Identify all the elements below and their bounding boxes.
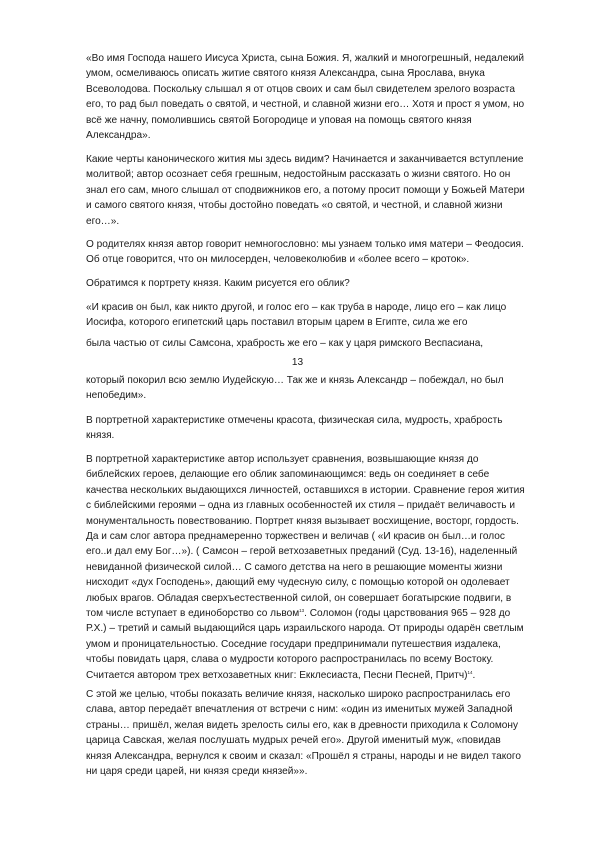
text-line: царица Савская, желая послушать мудрых речей его». Другой именитый муж, «повидав xyxy=(86,735,501,747)
paragraph-portrait-quote-cont xyxy=(86,336,524,351)
text-line-main: Считается автором трех ветхозаветных книг: Екклесиаста, Песни Песней, Притч) xyxy=(86,669,468,681)
page-number: 13 xyxy=(291,357,304,368)
text-line: В портретной характеристике автор использует сравнения, возвышающие князя до xyxy=(86,454,479,465)
text-line xyxy=(86,668,524,683)
text-line: князя Александра, вернулся к своим и сказал: «Прошёл я страны, народы и не видел такого xyxy=(86,750,521,762)
text-line: ни царя среди царей, ни князя среди князей»». xyxy=(86,766,308,778)
paragraph-portrait-question xyxy=(86,276,524,291)
text-line: О родителях князя автор говорит немногословно: мы узнаем только имя матери – Феодосия. xyxy=(86,239,524,250)
paragraph-canonical-features xyxy=(86,152,524,229)
text-line: с библейскими героями – одна из главных особенностей их стиля – придаёт величавость и xyxy=(86,500,515,512)
text-line: была частью от силы Самсона, храбрость же его – как у царя римского Веспасиана, xyxy=(86,338,484,349)
text-line: любых врагов. Обладая сверхъестественной силой, он совершает богатырские подвиги, в xyxy=(86,592,512,604)
text-line: Да и сам слог автора преднамеренно торжествен и величав ( «И красив он был…и голос xyxy=(86,531,505,543)
text-line-main: том числе вступает в единоборство со львом xyxy=(86,608,300,620)
text-line: Об отце говорится, что он милосерден, человеколюбив и «более всего – кроток». xyxy=(86,254,470,266)
text-line: нисходит «дух Господень», дающий ему чудесную силу, с помощью которой он одолевает xyxy=(86,577,510,589)
text-line: Какие черты канонического жития мы здесь видим? Начинается и заканчивается вступление xyxy=(86,154,524,165)
text-line: Обратимся к портрету князя. Каким рисуется его облик? xyxy=(86,278,350,289)
text-line: который покорил всю землю Иудейскую… Так же и князь Александр – побеждал, но был xyxy=(86,375,504,386)
text-line: Всеволодова. Поскольку слышал я от отцов своих и сам был свидетелем зрелого возраста xyxy=(86,83,515,95)
text-line-tail: . Соломон (годы царствования 965 – 928 до xyxy=(304,608,511,620)
paragraph-greatness xyxy=(86,687,524,779)
text-line xyxy=(86,606,524,621)
footnote-marker: 14 xyxy=(467,669,473,675)
text-line: С этой же целью, чтобы показать величие князя, насколько широко распространилась его xyxy=(86,689,511,700)
text-line: умом, осмеливаюсь описать житие святого князя Александра, сына Ярослава, внука xyxy=(86,68,485,80)
text-line: Иосифа, которого египетский царь поставил вторым царем в Египте, сила же его xyxy=(86,317,468,329)
footnote-marker: 13 xyxy=(299,608,305,614)
text-line: чтобы повидать царя, слава о мудрости которого распространилась по всему Востоку. xyxy=(86,654,494,666)
text-line: качества нескольких выдающихся личностей, оставшихся в истории. Сравнение героя жития xyxy=(86,484,525,496)
text-line: его, то рад был поведать о святой, и честной, и славной жизни его… Хотя и прост я умом, но xyxy=(86,99,525,111)
text-line: Р.Х.) – третий и самый выдающийся царь израильского народа. От природы одарён светлым xyxy=(86,623,524,635)
text-line: и самого святого князя, чтобы достойно поведать «о святой, и честной, и славной жизни xyxy=(86,200,503,212)
paragraph-prologue-quote xyxy=(86,51,524,143)
paragraph-portrait-traits xyxy=(86,413,524,444)
text-line: страны… пришёл, желая видеть зрелость силы его, как в древности приходила к Соломону xyxy=(86,719,518,731)
text-line: «Во имя Господа нашего Иисуса Христа, сына Божия. Я, жалкий и многогрешный, недалекий xyxy=(86,53,525,64)
paragraph-biblical-comparisons xyxy=(86,452,524,683)
text-line: библейских героев, делающие его облик запоминающимся: ведь он соединяет в себе xyxy=(86,469,490,481)
paragraph-parents xyxy=(86,237,524,268)
text-line: молитвой; автор осознает себя грешным, недостойным рассказать о жизни святого. Но он xyxy=(86,169,511,181)
text-line: «И красив он был, как никто другой, и голос его – как труба в народе, лицо его – как лицо xyxy=(86,302,507,313)
text-line: непобедим». xyxy=(86,390,147,402)
text-line: князя. xyxy=(86,430,115,442)
text-line: невиданной физической силой… С самого детства на него в решающие моменты жизни xyxy=(86,561,503,573)
text-line: его…». xyxy=(86,215,120,227)
text-line: всё же начну, помолившись святой Богородице и уповая на помощь святого князя xyxy=(86,114,472,126)
text-line: слава, автор передаёт впечатления от встречи с ним: «один из именитых мужей Западной xyxy=(86,704,513,716)
text-line: монументальность повествованию. Портрет князя вызывает восхищение, восторг, гордость. xyxy=(86,515,519,527)
text-line: Александра». xyxy=(86,130,151,142)
text-line: В портретной характеристике отмечены красота, физическая сила, мудрость, храбрость xyxy=(86,415,503,426)
paragraph-portrait-quote-end xyxy=(86,373,524,404)
paragraph-portrait-quote xyxy=(86,300,524,331)
text-line: знал его сам, много слышал от сподвижников его, а потому просит помощи у Божьей Матери xyxy=(86,184,525,196)
text-line: его..и дал ему Бог…»). ( Самсон – герой ветхозаветных преданий (Суд. 13-16), наделенный xyxy=(86,546,518,558)
text-line-tail: . xyxy=(472,669,476,681)
text-line: умом и проницательностью. Соседние государи предпринимали путешествия издалека, xyxy=(86,638,501,650)
